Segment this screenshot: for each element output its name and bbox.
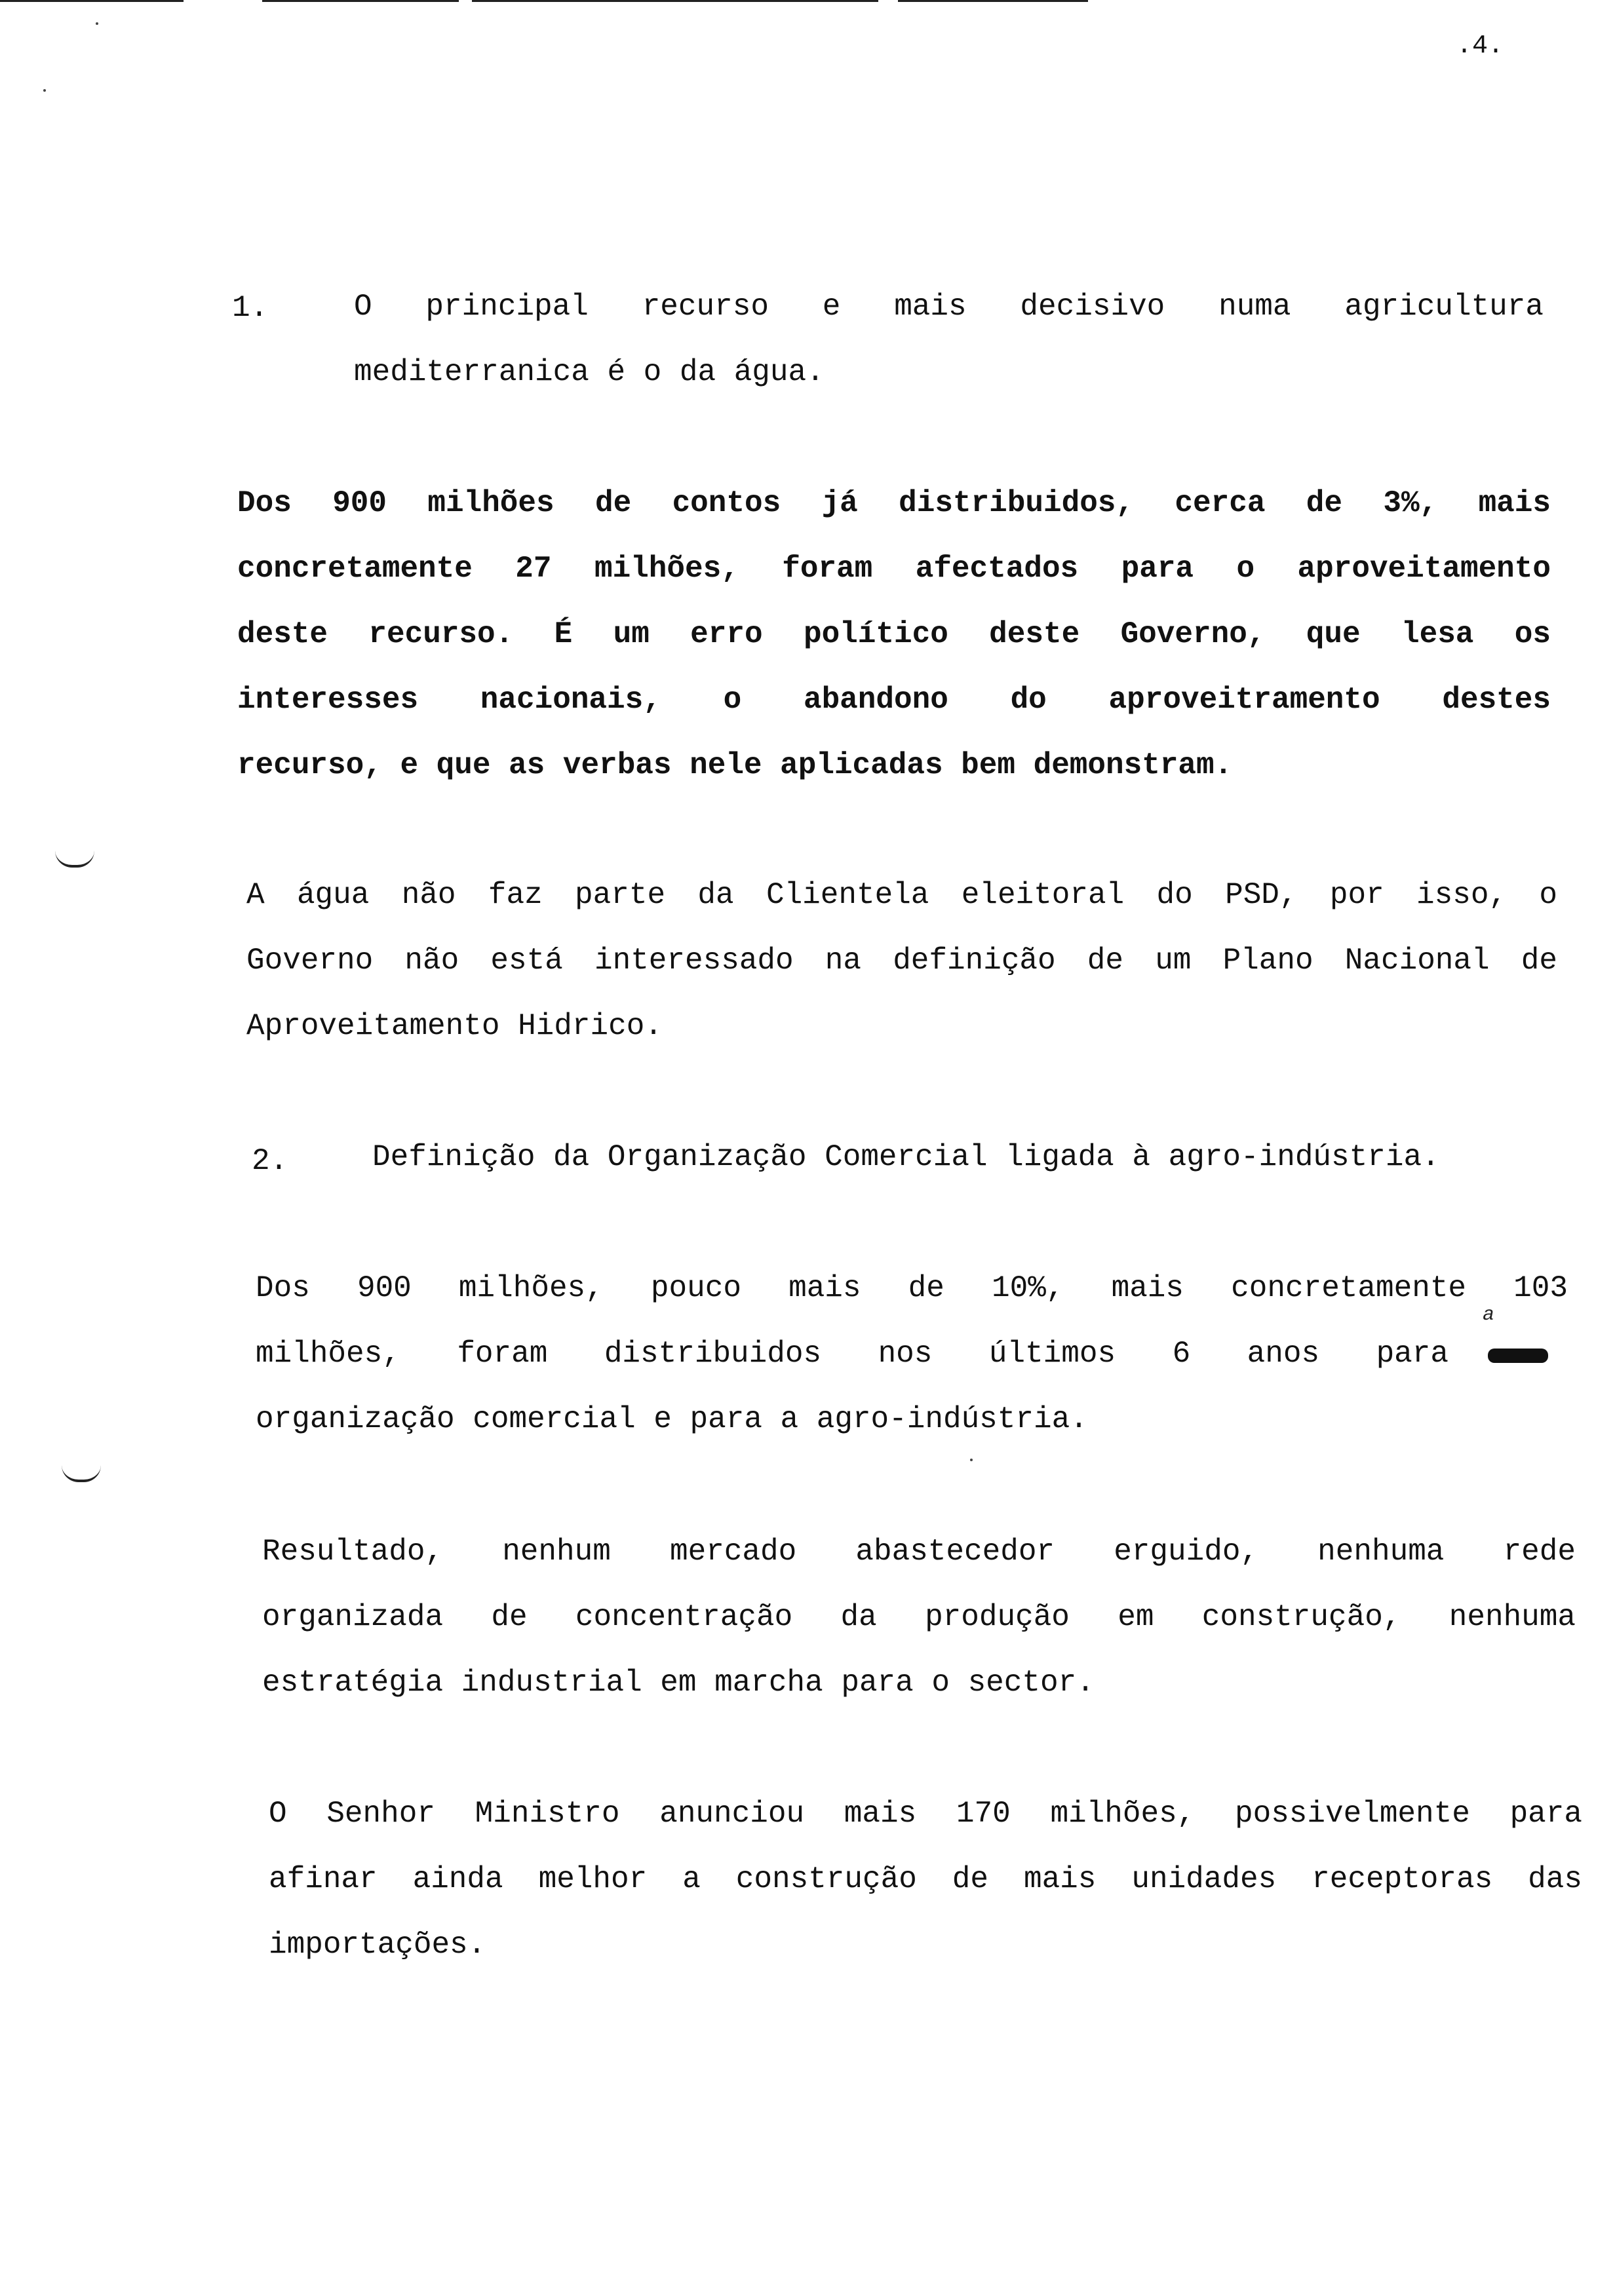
scan-edge-line bbox=[262, 0, 459, 2]
section-heading bbox=[354, 274, 1544, 405]
paragraph-line: organização comercial e para a agro-indústria. bbox=[256, 1402, 1088, 1436]
margin-tick-mark bbox=[55, 851, 94, 868]
scan-edge-line bbox=[472, 0, 878, 2]
paragraph-line: Governo não está interessado na definição de um Plano Nacional de bbox=[246, 944, 1557, 978]
paragraph-line: estratégia industrial em marcha para o sector. bbox=[262, 1666, 1095, 1700]
paragraph-line: Resultado, nenhum mercado abastecedor erguido, nenhuma rede bbox=[262, 1535, 1576, 1569]
paragraph bbox=[269, 1781, 1582, 1978]
scan-speck bbox=[96, 22, 98, 25]
scan-edge-line bbox=[0, 0, 184, 2]
paragraph bbox=[262, 1519, 1576, 1715]
paragraph-line: O Senhor Ministro anunciou mais 170 milhões, possivelmente para bbox=[269, 1797, 1582, 1831]
paragraph-line: milhões, foram distribuidos nos últimos 6 anos para bbox=[256, 1337, 1449, 1371]
margin-tick-mark bbox=[62, 1465, 101, 1482]
paragraph-line: Dos 900 milhões, pouco mais de 10%, mais concretamente 103 bbox=[256, 1271, 1568, 1305]
paragraph bbox=[246, 862, 1557, 1059]
heading-line: mediterranica é o da água. bbox=[354, 355, 825, 389]
handwritten-correction: a bbox=[1483, 1304, 1495, 1326]
scan-speck bbox=[43, 89, 46, 92]
scan-edge-line bbox=[898, 0, 1088, 2]
scan-speck bbox=[970, 1459, 973, 1461]
paragraph bbox=[256, 1255, 1568, 1452]
paragraph-line: A água não faz parte da Clientela eleitoral do PSD, por isso, o bbox=[246, 878, 1557, 912]
section-number: 1. bbox=[232, 291, 269, 325]
page-number: .4. bbox=[1456, 31, 1504, 61]
paragraph-line: recurso, e que as verbas nele aplicadas bem demonstram. bbox=[237, 748, 1233, 782]
section-number: 2. bbox=[252, 1144, 288, 1178]
paragraph-line: afinar ainda melhor a construção de mais unidades receptoras das bbox=[269, 1862, 1582, 1896]
section-heading bbox=[372, 1124, 1546, 1190]
paragraph-line: interesses nacionais, o abandono do aproveitramento destes bbox=[237, 683, 1551, 717]
paragraph-line: Dos 900 milhões de contos já distribuidos, cerca de 3%, mais bbox=[237, 486, 1551, 520]
paragraph bbox=[237, 470, 1551, 798]
heading-line: O principal recurso e mais decisivo numa agricultura bbox=[354, 290, 1544, 324]
paragraph-line: concretamente 27 milhões, foram afectados para o aproveitamento bbox=[237, 552, 1551, 586]
paragraph-line: organizada de concentração da produção em construção, nenhuma bbox=[262, 1600, 1576, 1634]
heading-line: Definição da Organização Comercial ligada à agro-indústria. bbox=[372, 1140, 1440, 1174]
paragraph-line: deste recurso. É um erro político deste Governo, que lesa os bbox=[237, 617, 1551, 651]
paragraph-line: importações. bbox=[269, 1928, 486, 1962]
strikethrough-blot bbox=[1488, 1349, 1548, 1363]
paragraph-line: Aproveitamento Hidrico. bbox=[246, 1009, 663, 1043]
